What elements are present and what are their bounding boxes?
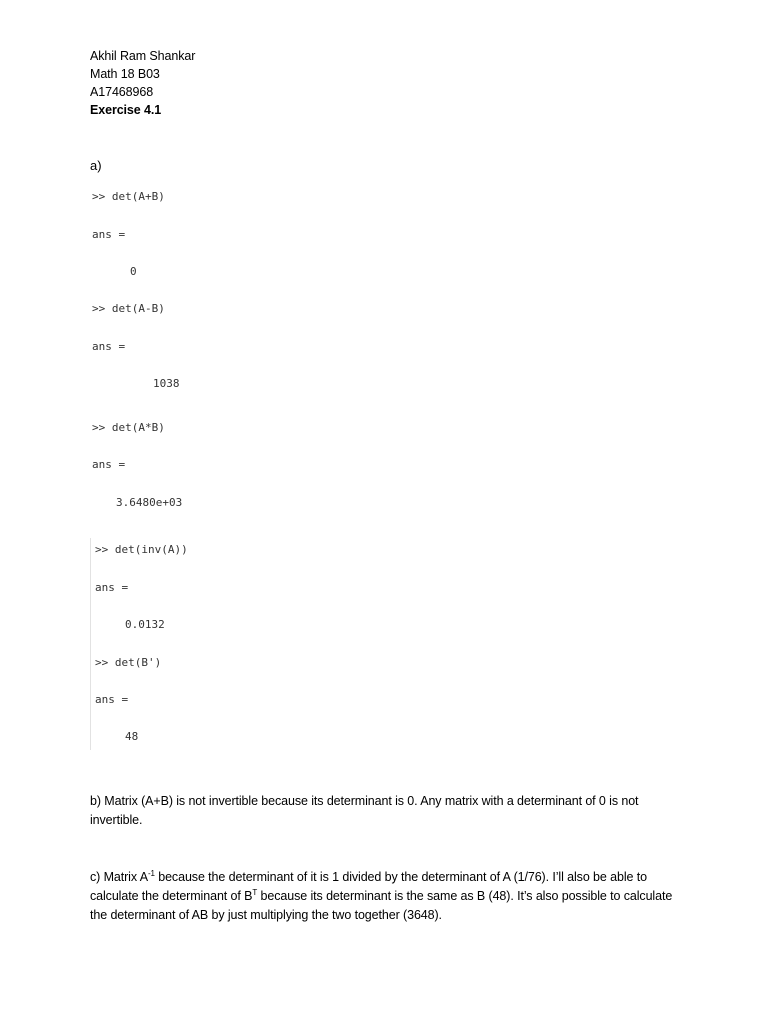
- ans-label: ans =: [92, 228, 126, 241]
- course-code: Math 18 B03: [90, 67, 160, 81]
- ans-label: ans =: [92, 458, 126, 471]
- command-det-inv-a: >> det(inv(A)): [95, 543, 188, 556]
- answer-value: 1038: [153, 377, 180, 390]
- ans-label: ans =: [95, 693, 129, 706]
- part-b-answer: b) Matrix (A+B) is not invertible because its determinant is 0. Any matrix with a determinant of 0 is not invertible.: [90, 794, 639, 827]
- ans-label: ans =: [95, 581, 129, 594]
- answer-value: 0.0132: [125, 618, 165, 631]
- part-c-answer: c) Matrix $A^{-1}$ because the determinant of it is 1 divided by the determinant of A (1/76). I’ll also be able to calculate the determinant of $B^T$ because its determinant is the same as B (48). It’s also possible to calculate the determinant of AB by just multiplying the two together (3648).: [90, 869, 673, 922]
- ans-label: ans =: [92, 340, 126, 353]
- part-a-label: a): [90, 158, 102, 173]
- command-det-a-times-b: >> det(A*B): [92, 421, 165, 434]
- student-id: A17468968: [90, 85, 154, 99]
- command-det-b-transpose: >> det(B'): [95, 656, 162, 669]
- command-det-a-plus-b: >> det(A+B): [92, 190, 165, 203]
- answer-value: 0: [130, 265, 137, 278]
- command-det-a-minus-b: >> det(A-B): [92, 302, 165, 315]
- code-block-border: [90, 538, 91, 750]
- answer-value: 3.6480e+03: [116, 496, 183, 509]
- answer-value: 48: [125, 730, 139, 743]
- exercise-title: Exercise 4.1: [90, 103, 162, 117]
- author-name: Akhil Ram Shankar: [90, 49, 196, 63]
